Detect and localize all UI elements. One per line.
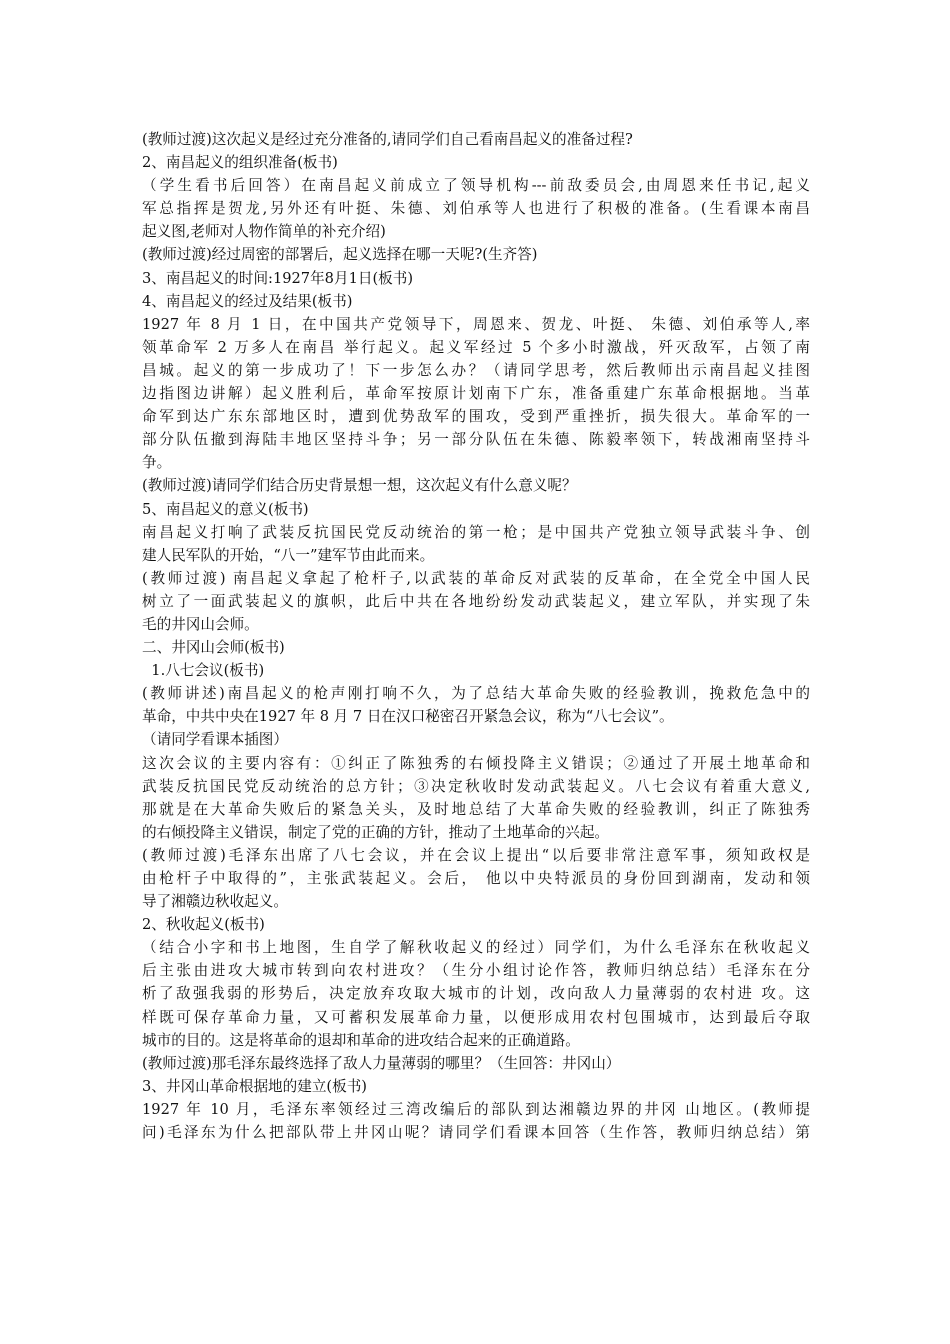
text-line: 军总指挥是贺龙,另外还有叶挺、朱德、刘伯承等人也进行了积极的准备。(生看课本南昌 [142, 200, 810, 218]
section-heading: 4、南昌起义的经过及结果(板书) [142, 292, 353, 310]
text-line: (教师过渡)经过周密的部署后，起义选择在哪一天呢?(生齐答) [142, 246, 538, 264]
text-line: 建人民军队的开始，“八一”建军节由此而来。 [142, 546, 435, 564]
text-line: 由枪杆子中取得的”，主张武装起义。会后， 他以中央特派员的身份回到湖南，发动和领 [142, 870, 810, 887]
text-line: 城市的目的。这是将革命的退却和革命的进攻结合起来的正确道路。 [142, 1031, 580, 1049]
section-heading: 2、南昌起义的组织准备(板书) [142, 154, 338, 172]
document-page [142, 128, 810, 1144]
text-line: 后主张由进攻大城市转到向农村进攻？（生分小组讨论作答，教师归纳总结）毛泽东在分 [142, 962, 810, 980]
text-line: （学生看书后回答）在南昌起义前成立了领导机构---前敌委员会,由周恩来任书记,起义 [142, 177, 810, 195]
text-line: 领革命军 2 万多人在南昌 举行起义。起义军经过 5 个多小时激战，歼灭敌军，占领了南 [142, 338, 810, 356]
text-line: （结合小字和书上地图，生自学了解秋收起义的经过）同学们，为什么毛泽东在秋收起义 [142, 939, 810, 957]
text-line: (教师过渡)毛泽东出席了八七会议，并在会议上提出“以后要非常注意军事，须知政权是 [142, 846, 810, 864]
section-heading: 二、井冈山会师(板书) [142, 639, 285, 657]
text-line: 命军到达广东东部地区时，遭到优势敌军的围攻，受到严重挫折，损失很大。革命军的一 [142, 408, 810, 426]
section-heading: 3、南昌起义的时间:1927年8月1日(板书) [142, 269, 414, 287]
text-line: 析了敌强我弱的形势后，决定放弃攻取大城市的计划，改向敌人力量薄弱的农村进 攻。这 [142, 985, 810, 1003]
text-line: 争。 [142, 454, 172, 472]
text-line: (教师过渡)请同学们结合历史背景想一想，这次起义有什么意义呢？ [142, 477, 577, 495]
text-line: (教师过渡) 南昌起义拿起了枪杆子,以武装的革命反对武装的反革命，在全党全中国人民 [142, 569, 810, 587]
section-heading: 1.八七会议(板书) [142, 662, 265, 680]
text-line: 导了湘赣边秋收起义。 [142, 893, 288, 911]
section-heading: 5、南昌起义的意义(板书) [142, 500, 309, 518]
text-line: (教师过渡)这次起义是经过充分准备的,请同学们自己看南昌起义的准备过程? [142, 131, 633, 148]
text-line: 昌城。起义的第一步成功了！下一步怎么办？（请同学思考，然后教师出示南昌起义挂图 [142, 361, 810, 379]
text-line: （请同学看课本插图） [142, 731, 288, 749]
text-line: (教师讲述)南昌起义的枪声刚打响不久，为了总结大革命失败的经验教训，挽救危急中的 [142, 685, 810, 703]
section-heading: 3、井冈山革命根据地的建立(板书) [142, 1077, 367, 1095]
text-line: 部分队伍撤到海陆丰地区坚持斗争；另一部分队伍在朱德、陈毅率领下，转战湘南坚持斗 [142, 431, 810, 449]
text-line: 武装反抗国民党反动统治的总方针；③决定秋收时发动武装起义。八七会议有着重大意义, [142, 777, 810, 795]
text-line: 起义图,老师对人物作简单的补充介绍) [142, 223, 386, 241]
text-line: 边指图边讲解）起义胜利后，革命军按原计划南下广东，准备重建广东革命根据地。当革 [142, 385, 810, 403]
text-line: 1927 年 8 月 1 日，在中国共产党领导下，周恩来、贺龙、叶挺、 朱德、刘伯承等人,率 [142, 315, 810, 333]
text-line: 样既可保存革命力量，又可蓄积发展革命力量，以便形成用农村包围城市，达到最后夺取 [142, 1008, 810, 1026]
text-line: 南昌起义打响了武装反抗国民党反动统治的第一枪；是中国共产党独立领导武装斗争、创 [142, 523, 810, 541]
section-heading: 2、秋收起义(板书) [142, 916, 265, 934]
text-line: 的右倾投降主义错误，制定了党的正确的方针，推动了土地革命的兴起。 [142, 823, 610, 841]
text-line: 1927 年 10 月，毛泽东率领经过三湾改编后的部队到达湘赣边界的井冈 山地区。(教师提 [142, 1100, 810, 1118]
text-line: 这次会议的主要内容有：①纠正了陈独秀的右倾投降主义错误；②通过了开展土地革命和 [142, 754, 810, 772]
text-line: (教师过渡)那毛泽东最终选择了敌人力量薄弱的哪里？（生回答：井冈山） [142, 1054, 621, 1072]
text-line: 革命，中共中央在1927 年 8 月 7 日在汉口秘密召开紧急会议，称为“八七会议”。 [142, 708, 674, 726]
text-line: 毛的井冈山会师。 [142, 615, 259, 633]
text-line: 问)毛泽东为什么把部队带上井冈山呢？请同学们看课本回答（生作答，教师归纳总结）第 [142, 1124, 810, 1142]
text-line: 树立了一面武装起义的旗帜，此后中共在各地纷纷发动武装起义，建立军队，并实现了朱 [142, 592, 810, 610]
text-line: 那就是在大革命失败后的紧急关头，及时地总结了大革命失败的经验教训，纠正了陈独秀 [142, 800, 810, 818]
